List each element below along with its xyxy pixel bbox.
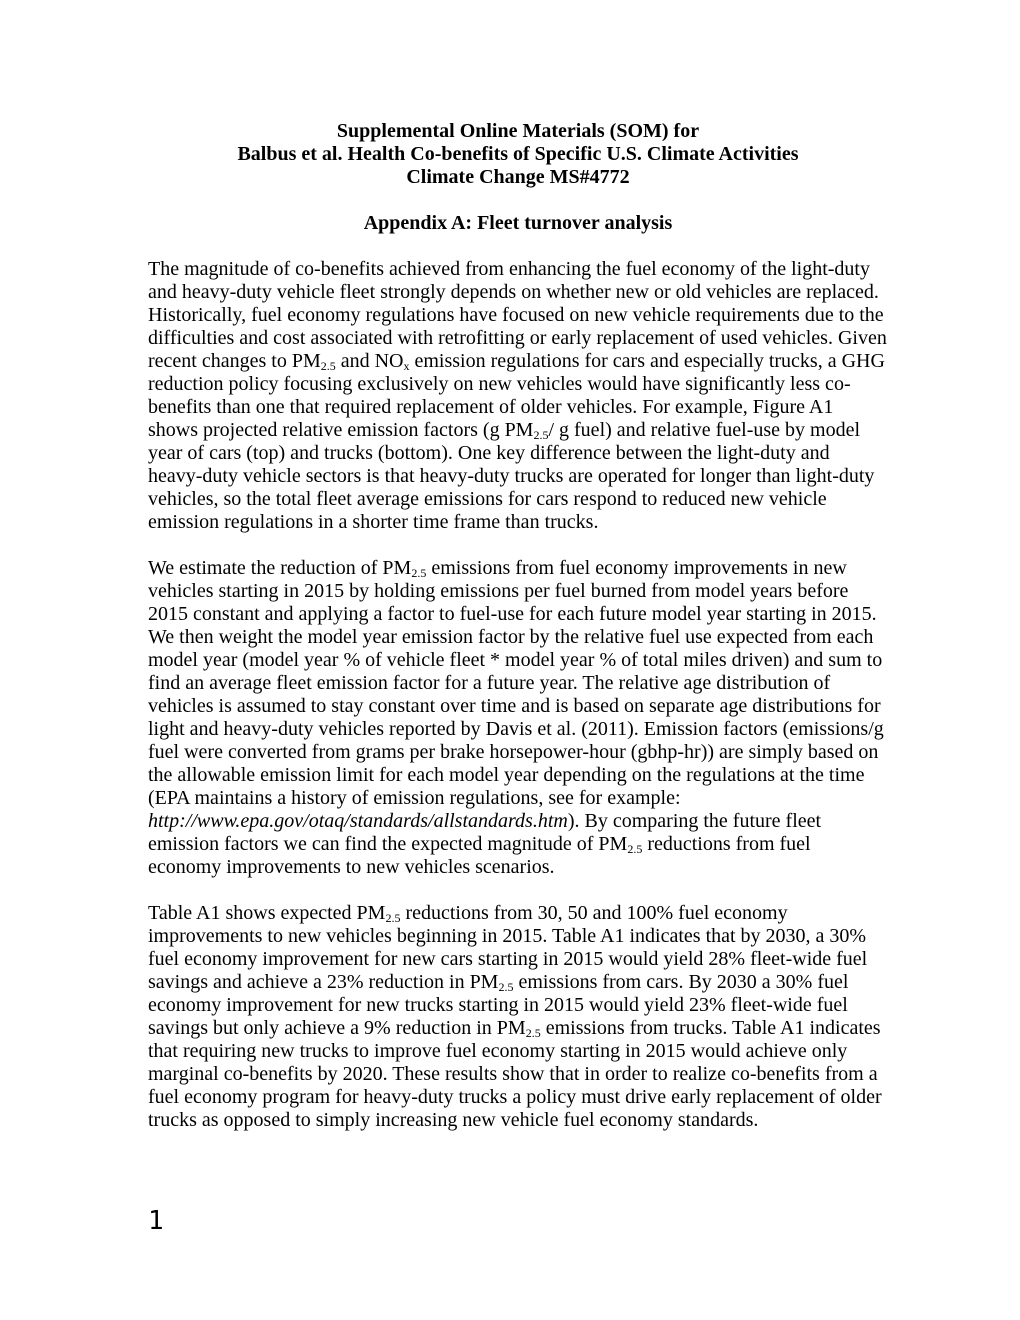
blank-line	[148, 235, 888, 258]
document-body	[148, 120, 888, 1155]
text-run: The magnitude of co-benefits achieved from enhancing the fuel economy of the light-duty and heavy-duty vehicle fleet strongly depends on whether new or old vehicles are replaced. Historically, fuel economy regulations have focused on new vehicle requirements due to the difficulties and cost associated with retrofitting or early replacement of used vehicles. Given recent changes to PM	[148, 258, 887, 372]
text-run: ). By comparing the future fleet emission factors we can find the expected magnitude of PM	[148, 810, 822, 855]
text-run: emissions from fuel economy improvements in new vehicles starting in 2015 by holding emissions per fuel burned from model years before 2015 constant and applying a factor to fuel-use for each future model year starting in 2015. We then weight the model year emission factor by the relative fuel use expected from each model year (model year % of vehicle fleet * model year % of total miles driven) and sum to find an average fleet emission factor for a future year. The relative age distribution of vehicles is assumed to stay constant over time and is based on separate age distributions for light and heavy-duty vehicles reported by Davis et al. (2011). Emission factors (emissions/g fuel were converted from grams per brake horsepower-hour (gbhp-hr)) are simply based on the allowable emission limit for each model year depending on the regulations at the time (EPA maintains a history of emission regulations, see for example:	[148, 557, 884, 809]
subscript-text: 2.5	[627, 841, 643, 856]
text-run: reductions from fuel economy improvements to new vehicles scenarios.	[148, 833, 811, 878]
subscript-text: 2.5	[533, 427, 549, 442]
text-run: Table A1 shows expected PM	[148, 902, 386, 924]
paragraph-fleet-turnover-intro	[148, 258, 888, 534]
url-text: http://www.epa.gov/otaq/standards/allstandards.htm	[148, 810, 568, 832]
text-run: emissions from trucks. Table A1 indicates that requiring new trucks to improve fuel economy starting in 2015 would achieve only marginal co-benefits by 2020. These results show that in order to realize co-benefits from a fuel economy program for heavy-duty trucks a policy must drive early replacement of older trucks as opposed to simply increasing new vehicle fuel economy standards.	[148, 1017, 882, 1131]
paragraph-estimation-method	[148, 557, 888, 879]
subscript-text: 2.5	[498, 979, 514, 994]
title-line-authors: Balbus et al. Health Co-benefits of Specific U.S. Climate Activities	[237, 143, 799, 165]
text-run: emission regulations for cars and especially trucks, a GHG reduction policy focusing exclusively on new vehicles would have significantly less co-benefits than one that required replacement of older vehicles. For example, Figure A1 shows projected relative emission factors (g PM	[148, 350, 885, 441]
text-run: and NO	[335, 350, 404, 372]
subscript-text: 2.5	[525, 1025, 541, 1040]
document-title-block	[148, 120, 888, 189]
title-line-som: Supplemental Online Materials (SOM) for	[336, 120, 700, 142]
blank-line	[148, 189, 888, 212]
subscript-text: x	[403, 358, 410, 373]
text-run: reductions from 30, 50 and 100% fuel economy improvements to new vehicles beginning in 2015. Table A1 indicates that by 2030, a 30% fuel economy improvement for new cars starting in 2015 would yield 28% fleet-wide fuel savings and achieve a 23% reduction in PM	[148, 902, 868, 993]
appendix-heading: Appendix A: Fleet turnover analysis	[363, 212, 673, 234]
text-run: emissions from cars. By 2030 a 30% fuel economy improvement for new trucks starting in 2015 would yield 23% fleet-wide fuel savings but only achieve a 9% reduction in PM	[148, 971, 849, 1039]
subscript-text: 2.5	[385, 910, 401, 925]
text-run: We estimate the reduction of PM	[148, 557, 412, 579]
paragraph-table-a1-results	[148, 902, 888, 1132]
title-line-manuscript: Climate Change MS#4772	[406, 166, 630, 188]
page-number: 1	[148, 1206, 164, 1236]
text-run: / g fuel) and relative fuel-use by model year of cars (top) and trucks (bottom). One key difference between the light-duty and heavy-duty vehicle sectors is that heavy-duty trucks are operated for longer than light-duty vehicles, so the total fleet average emissions for cars respond to reduced new vehicle emission regulations in a shorter time frame than trucks.	[148, 419, 875, 533]
subscript-text: 2.5	[320, 358, 336, 373]
subscript-text: 2.5	[411, 565, 427, 580]
